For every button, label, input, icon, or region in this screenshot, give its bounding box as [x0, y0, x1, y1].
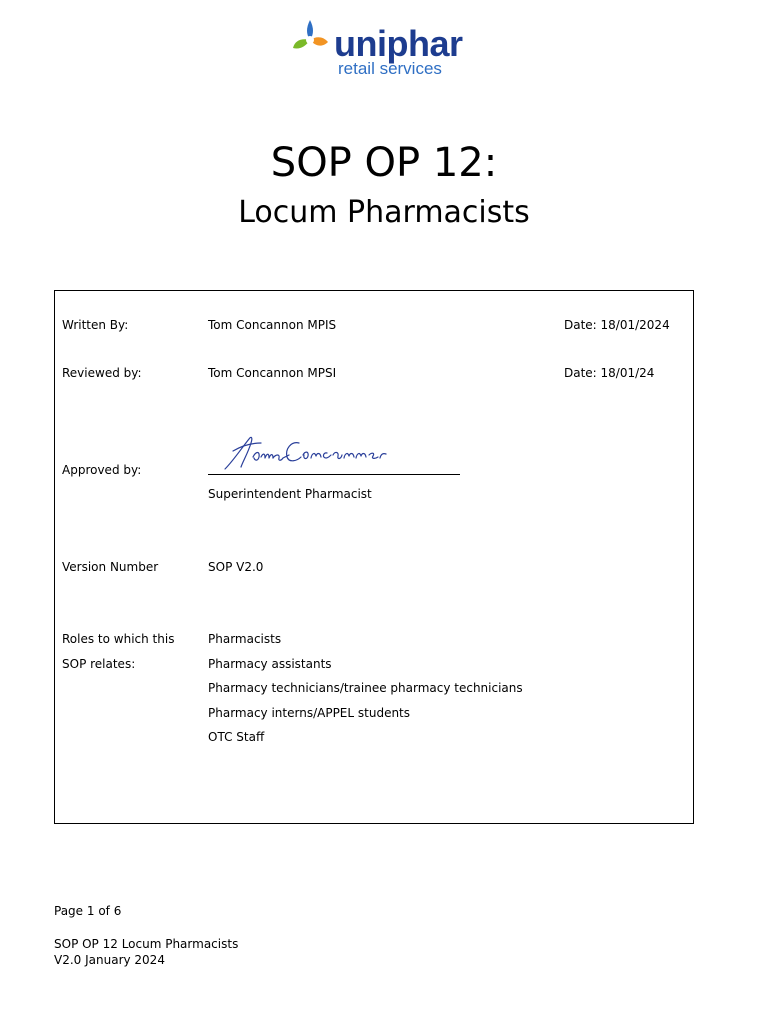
document-subtitle: Locum Pharmacists — [238, 195, 530, 230]
handwritten-signature — [223, 431, 393, 473]
approver-role: Superintendent Pharmacist — [208, 487, 372, 501]
written-by-label: Written By: — [62, 318, 129, 332]
document-title: SOP OP 12: — [270, 140, 498, 186]
footer-version-date: V2.0 January 2024 — [54, 953, 165, 967]
role-item: Pharmacists — [208, 632, 282, 646]
document-info-box — [54, 290, 694, 824]
logo-wordmark: uniphar — [334, 23, 463, 64]
footer-doc-title: SOP OP 12 Locum Pharmacists — [54, 937, 239, 951]
version-label: Version Number — [62, 560, 159, 574]
reviewed-by-date: Date: 18/01/24 — [564, 366, 655, 380]
roles-label-line2: SOP relates: — [62, 657, 136, 671]
signature-line — [208, 474, 460, 475]
written-by-date: Date: 18/01/2024 — [564, 318, 670, 332]
uniphar-emblem-icon — [290, 18, 330, 58]
role-item: Pharmacy assistants — [208, 657, 332, 671]
role-item: Pharmacy interns/APPEL students — [208, 706, 411, 720]
version-value: SOP V2.0 — [208, 560, 264, 574]
roles-label-line1: Roles to which this — [62, 632, 175, 646]
written-by-name: Tom Concannon MPIS — [208, 318, 337, 332]
role-item: Pharmacy technicians/trainee pharmacy technicians — [208, 681, 523, 695]
reviewed-by-label: Reviewed by: — [62, 366, 142, 380]
page-number: Page 1 of 6 — [54, 904, 122, 918]
uniphar-logo — [290, 16, 480, 82]
role-item: OTC Staff — [208, 730, 265, 744]
reviewed-by-name: Tom Concannon MPSI — [208, 366, 337, 380]
approved-by-label: Approved by: — [62, 463, 142, 477]
logo-subtitle: retail services — [338, 59, 442, 78]
